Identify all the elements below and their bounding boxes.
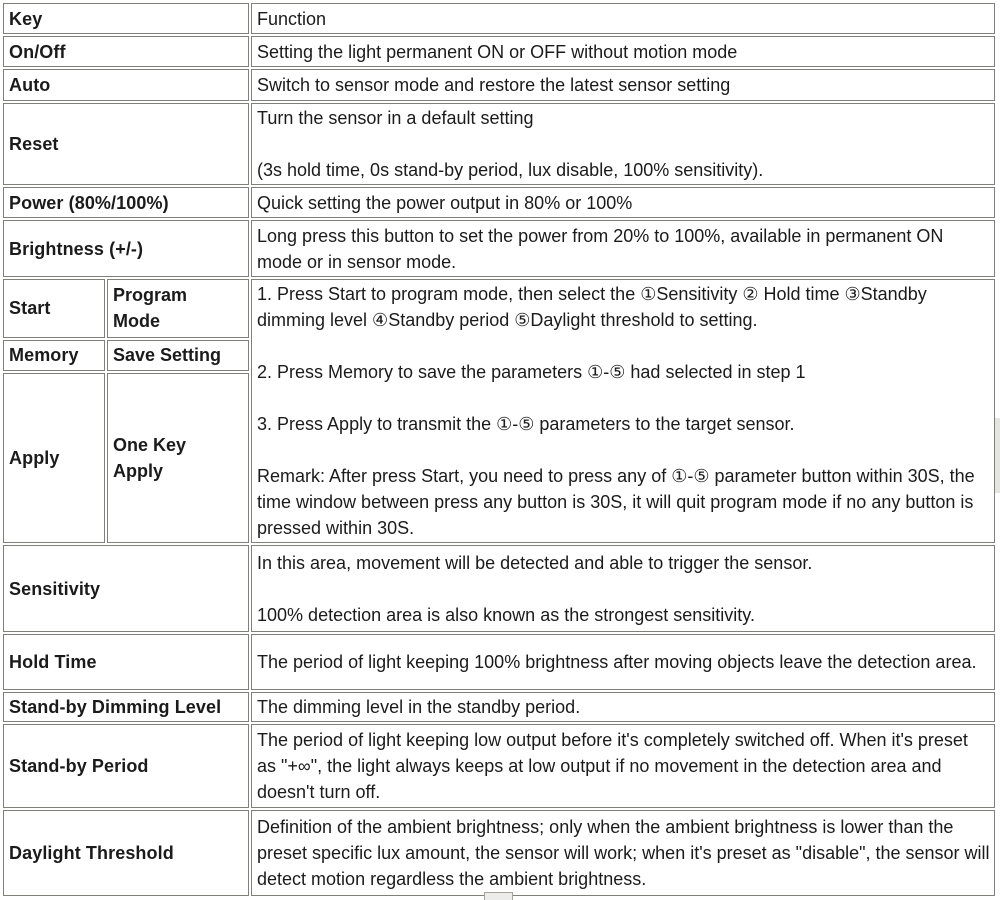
column-header-key: Key [3,3,249,34]
function-text: The period of light keeping low output before it's completely switched off. When it's preset as "+∞", the light always keeps at low output if no movement in the detection area and doesn't turn off. [257,730,968,802]
function-text: Turn the sensor in a default setting [257,108,534,128]
cell-key-sensitivity: Sensitivity [3,545,249,632]
cell-subkey-one-key-apply: One Key Apply [107,373,249,543]
function-text: (3s hold time, 0s stand-by period, lux disable, 100% sensitivity). [257,160,764,180]
key-function-table [1,1,997,898]
table-row [3,103,995,185]
cell-function-sensitivity [251,545,995,632]
function-text: The dimming level in the standby period. [257,697,581,717]
cell-key-auto: Auto [3,69,249,101]
scrollbar-thumb-fragment[interactable] [484,892,513,900]
cell-key-brightness: Brightness (+/-) [3,220,249,277]
function-text: In this area, movement will be detected and able to trigger the sensor. [257,552,813,573]
cell-key-standby-dimming-level: Stand-by Dimming Level [3,692,249,722]
function-text-step1: 1. Press Start to program mode, then select the ①Sensitivity ② Hold time ③Standby dimming level ④Standby period ⑤Daylight threshold to setting. [257,284,927,330]
function-text: Long press this button to set the power from 20% to 100%, available in permanent ON mode or in sensor mode. [257,225,944,272]
cell-key-start: Start [3,279,105,338]
cell-key-power: Power (80%/100%) [3,187,249,218]
cell-function-power [251,187,995,218]
table-row [3,69,995,101]
table-row [3,810,995,896]
table-row [3,279,995,338]
cell-function-program-steps [251,279,995,543]
cell-subkey-save-setting: Save Setting [107,340,249,371]
function-text-step2: 2. Press Memory to save the parameters ①-⑤ had selected in step 1 [257,362,806,382]
cell-function-daylight-threshold [251,810,995,896]
table-row [3,724,995,808]
function-text: Switch to sensor mode and restore the latest sensor setting [257,75,731,95]
cell-function-onoff [251,36,995,67]
table-row [3,692,995,722]
cell-key-apply: Apply [3,373,105,543]
table-row [3,36,995,67]
cell-key-memory: Memory [3,340,105,371]
table-header-row [3,3,995,34]
table-row [3,220,995,277]
cell-function-standby-period [251,724,995,808]
table-row [3,187,995,218]
cell-function-reset [251,103,995,185]
function-text: Quick setting the power output in 80% or 100% [257,192,633,213]
column-header-function: Function [251,3,995,34]
function-text: Setting the light permanent ON or OFF without motion mode [257,41,738,62]
cell-key-daylight-threshold: Daylight Threshold [3,810,249,896]
vertical-scrollbar-fragment[interactable] [995,418,1000,493]
cell-function-standby-dimming-level [251,692,995,722]
table-row [3,545,995,632]
cell-key-reset: Reset [3,103,249,185]
cell-function-auto [251,69,995,101]
cell-subkey-program-mode: Program Mode [107,279,249,338]
function-text: The period of light keeping 100% brightness after moving objects leave the detection area. [257,652,977,672]
cell-function-brightness [251,220,995,277]
function-text-step3: 3. Press Apply to transmit the ①-⑤ parameters to the target sensor. [257,414,795,434]
function-text-remark: Remark: After press Start, you need to press any of ①-⑤ parameter button within 30S, the time window between press any button is 30S, it will quit program mode if no any button is pressed within 30S. [257,466,975,538]
cell-key-onoff: On/Off [3,36,249,67]
function-text: Definition of the ambient brightness; only when the ambient brightness is lower than the preset specific lux amount, the sensor will work; when it's preset as "disable", the sensor will detect motion regardless the ambient brightness. [257,817,990,889]
cell-key-standby-period: Stand-by Period [3,724,249,808]
table-row [3,634,995,690]
cell-key-hold-time: Hold Time [3,634,249,690]
function-text: 100% detection area is also known as the strongest sensitivity. [257,604,755,625]
cell-function-hold-time [251,634,995,690]
